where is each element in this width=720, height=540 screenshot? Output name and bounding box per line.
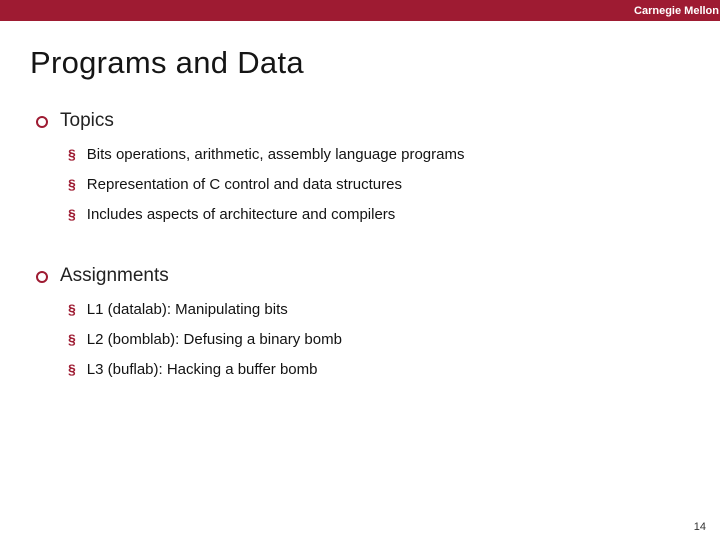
list-item [68, 299, 696, 320]
section-assignments [30, 265, 696, 380]
section-sign-icon: § [68, 301, 76, 317]
list-item [68, 144, 696, 165]
section-label: Topics [60, 110, 114, 131]
circle-bullet-icon [36, 116, 48, 128]
section-sign-icon: § [68, 331, 76, 347]
list-item [68, 359, 696, 380]
circle-bullet-icon [36, 271, 48, 283]
section-label: Assignments [60, 265, 169, 286]
list-item-text: Representation of C control and data structures [86, 176, 402, 193]
page-number: 14 [693, 521, 706, 533]
cmu-brand: Carnegie Mellon [634, 4, 719, 17]
list-item [68, 174, 696, 195]
section-heading [30, 110, 696, 132]
section-sign-icon: § [68, 361, 76, 377]
top-bar [0, 0, 720, 21]
slide-content [30, 110, 696, 420]
section-sign-icon: § [68, 206, 76, 222]
section-heading [30, 265, 696, 287]
list-item-text: L2 (bomblab): Defusing a binary bomb [86, 331, 342, 348]
section-sign-icon: § [68, 176, 76, 192]
list-item [68, 329, 696, 350]
section-sign-icon: § [68, 146, 76, 162]
list-item-text: Includes aspects of architecture and compilers [86, 206, 396, 223]
list-item-text: L1 (datalab): Manipulating bits [86, 301, 288, 318]
list-item-text: L3 (buflab): Hacking a buffer bomb [86, 361, 318, 378]
section-topics [30, 110, 696, 225]
slide-title: Programs and Data [30, 45, 304, 80]
list-item-text: Bits operations, arithmetic, assembly language programs [86, 146, 465, 163]
list-item [68, 204, 696, 225]
